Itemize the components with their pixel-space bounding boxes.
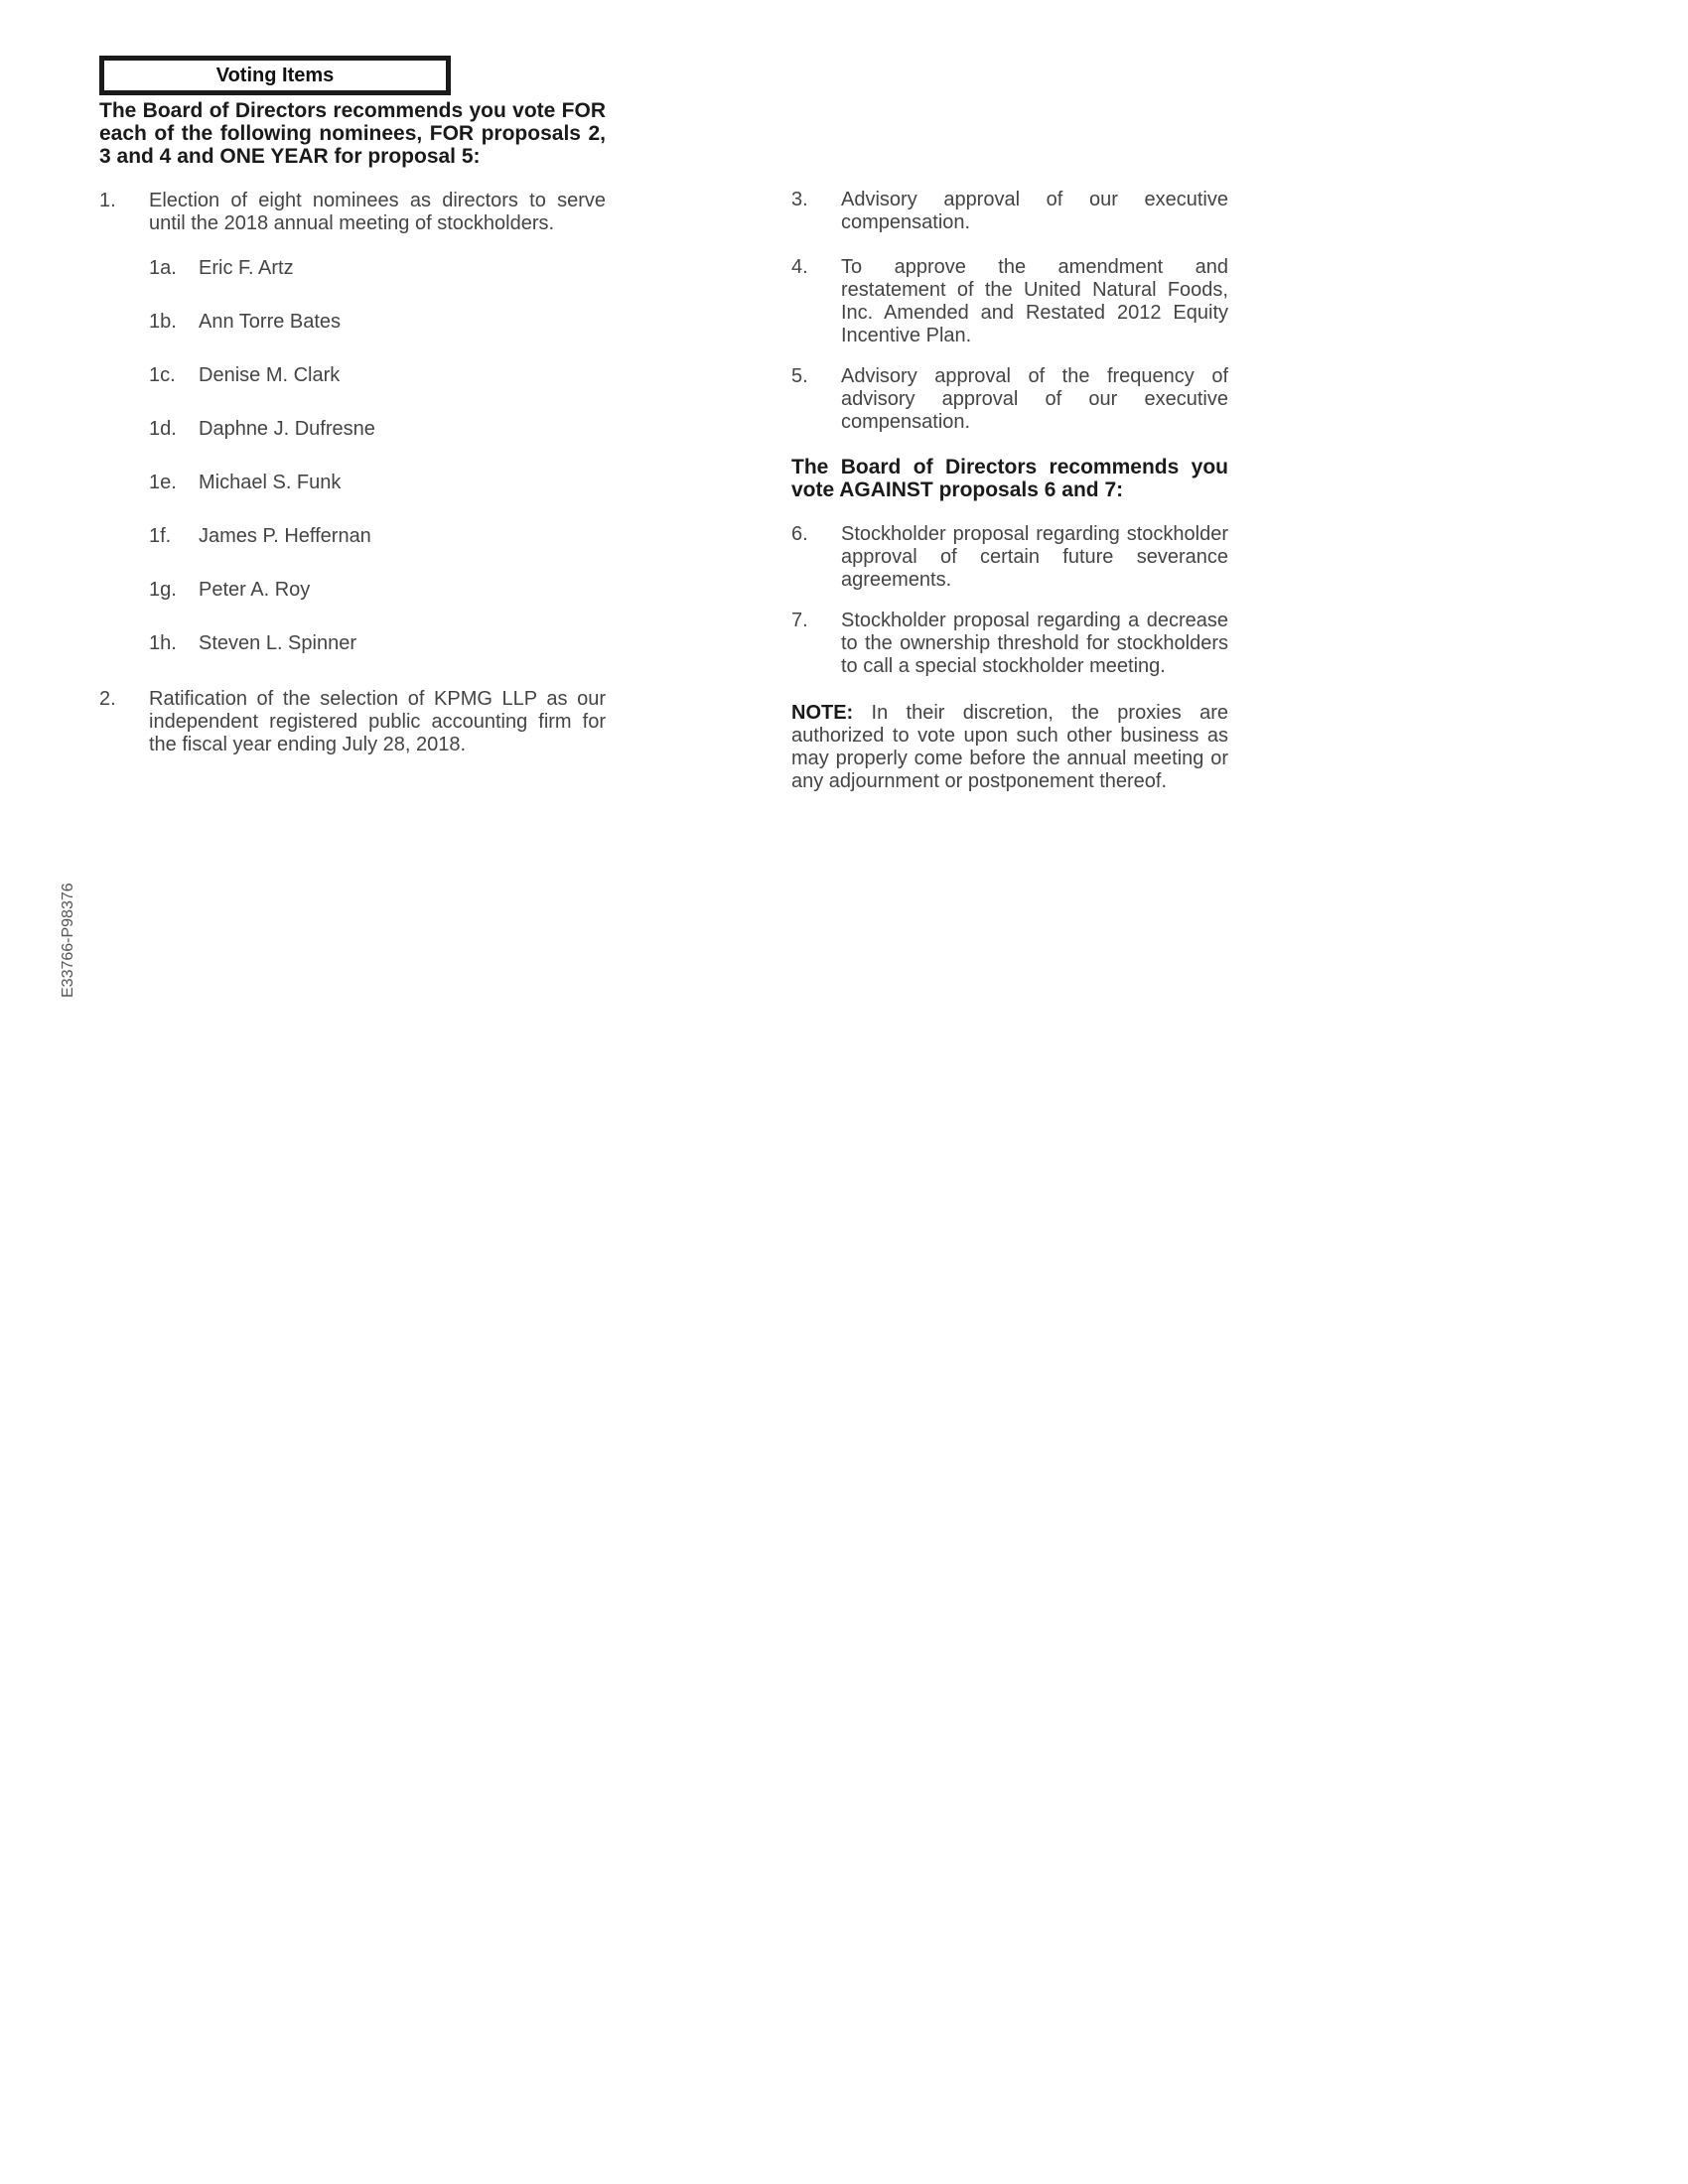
proposal-4	[791, 256, 1228, 347]
document-code: E33766-P98376	[60, 883, 76, 998]
proposal-text: Stockholder proposal regarding a decrease to the ownership threshold for stockholders to call a special stockholder meeting.	[841, 610, 1228, 677]
nominee-number: 1f.	[149, 525, 172, 547]
proposal-6	[791, 523, 1228, 592]
nominee-item	[149, 418, 606, 472]
nominee-name: Daphne J. Dufresne	[199, 418, 375, 440]
nominee-name: Michael S. Funk	[199, 472, 342, 493]
nominee-number: 1b.	[149, 311, 177, 333]
nominee-item	[149, 311, 606, 364]
proposal-1	[99, 190, 606, 235]
proposal-number: 6.	[791, 523, 808, 545]
note-text: In their discretion, the proxies are authorized to vote upon such other business as may properly come before the annual meeting or any adjournment or postponement thereof.	[791, 702, 1228, 792]
proxy-note	[791, 702, 1228, 793]
proposal-number: 3.	[791, 189, 808, 210]
voting-items-header	[99, 56, 451, 95]
proposal-text: Ratification of the selection of KPMG LLP as our independent registered public accounting firm for the fiscal year ending July 28, 2018.	[149, 688, 606, 755]
proposal-2	[99, 688, 606, 756]
nominee-number: 1c.	[149, 364, 176, 386]
proposal-text: Election of eight nominees as directors to serve until the 2018 annual meeting of stockholders.	[149, 190, 606, 234]
proposal-7	[791, 610, 1228, 678]
nominee-item	[149, 525, 606, 579]
nominee-name: James P. Heffernan	[199, 525, 371, 547]
proposal-number: 2.	[99, 688, 116, 710]
nominee-number: 1d.	[149, 418, 177, 440]
nominee-number: 1g.	[149, 579, 177, 601]
proposal-5	[791, 365, 1228, 434]
board-recommendation-against: The Board of Directors recommends you vote AGAINST proposals 6 and 7:	[791, 456, 1228, 501]
nominee-name: Peter A. Roy	[199, 579, 311, 601]
nominee-item	[149, 632, 606, 686]
proposal-number: 7.	[791, 610, 808, 631]
note-label: NOTE:	[791, 702, 854, 724]
proposal-3	[791, 189, 1228, 234]
proposal-number: 4.	[791, 256, 808, 278]
nominee-list	[149, 257, 606, 686]
nominee-number: 1e.	[149, 472, 177, 493]
right-column	[791, 189, 1228, 813]
nominee-item	[149, 472, 606, 525]
proposal-text: Stockholder proposal regarding stockholder approval of certain future severance agreements.	[841, 523, 1228, 591]
proposal-number: 5.	[791, 365, 808, 387]
proposal-number: 1.	[99, 190, 116, 211]
board-recommendation-for: The Board of Directors recommends you vote FOR each of the following nominees, FOR proposals 2, 3 and 4 and ONE YEAR for proposal 5:	[99, 99, 606, 168]
voting-items-title: Voting Items	[215, 64, 335, 86]
nominee-number: 1a.	[149, 257, 177, 279]
nominee-name: Denise M. Clark	[199, 364, 341, 386]
nominee-name: Ann Torre Bates	[199, 311, 342, 333]
nominee-number: 1h.	[149, 632, 177, 654]
proposal-text: Advisory approval of our executive compensation.	[841, 189, 1228, 233]
proposal-text: To approve the amendment and restatement of the United Natural Foods, Inc. Amended and Restated 2012 Equity Incentive Plan.	[841, 256, 1228, 346]
left-column	[99, 99, 606, 756]
nominee-item	[149, 579, 606, 632]
nominee-name: Eric F. Artz	[199, 257, 294, 279]
nominee-item	[149, 364, 606, 418]
proposal-text: Advisory approval of the frequency of advisory approval of our executive compensation.	[841, 365, 1228, 433]
nominee-name: Steven L. Spinner	[199, 632, 356, 654]
nominee-item	[149, 257, 606, 311]
